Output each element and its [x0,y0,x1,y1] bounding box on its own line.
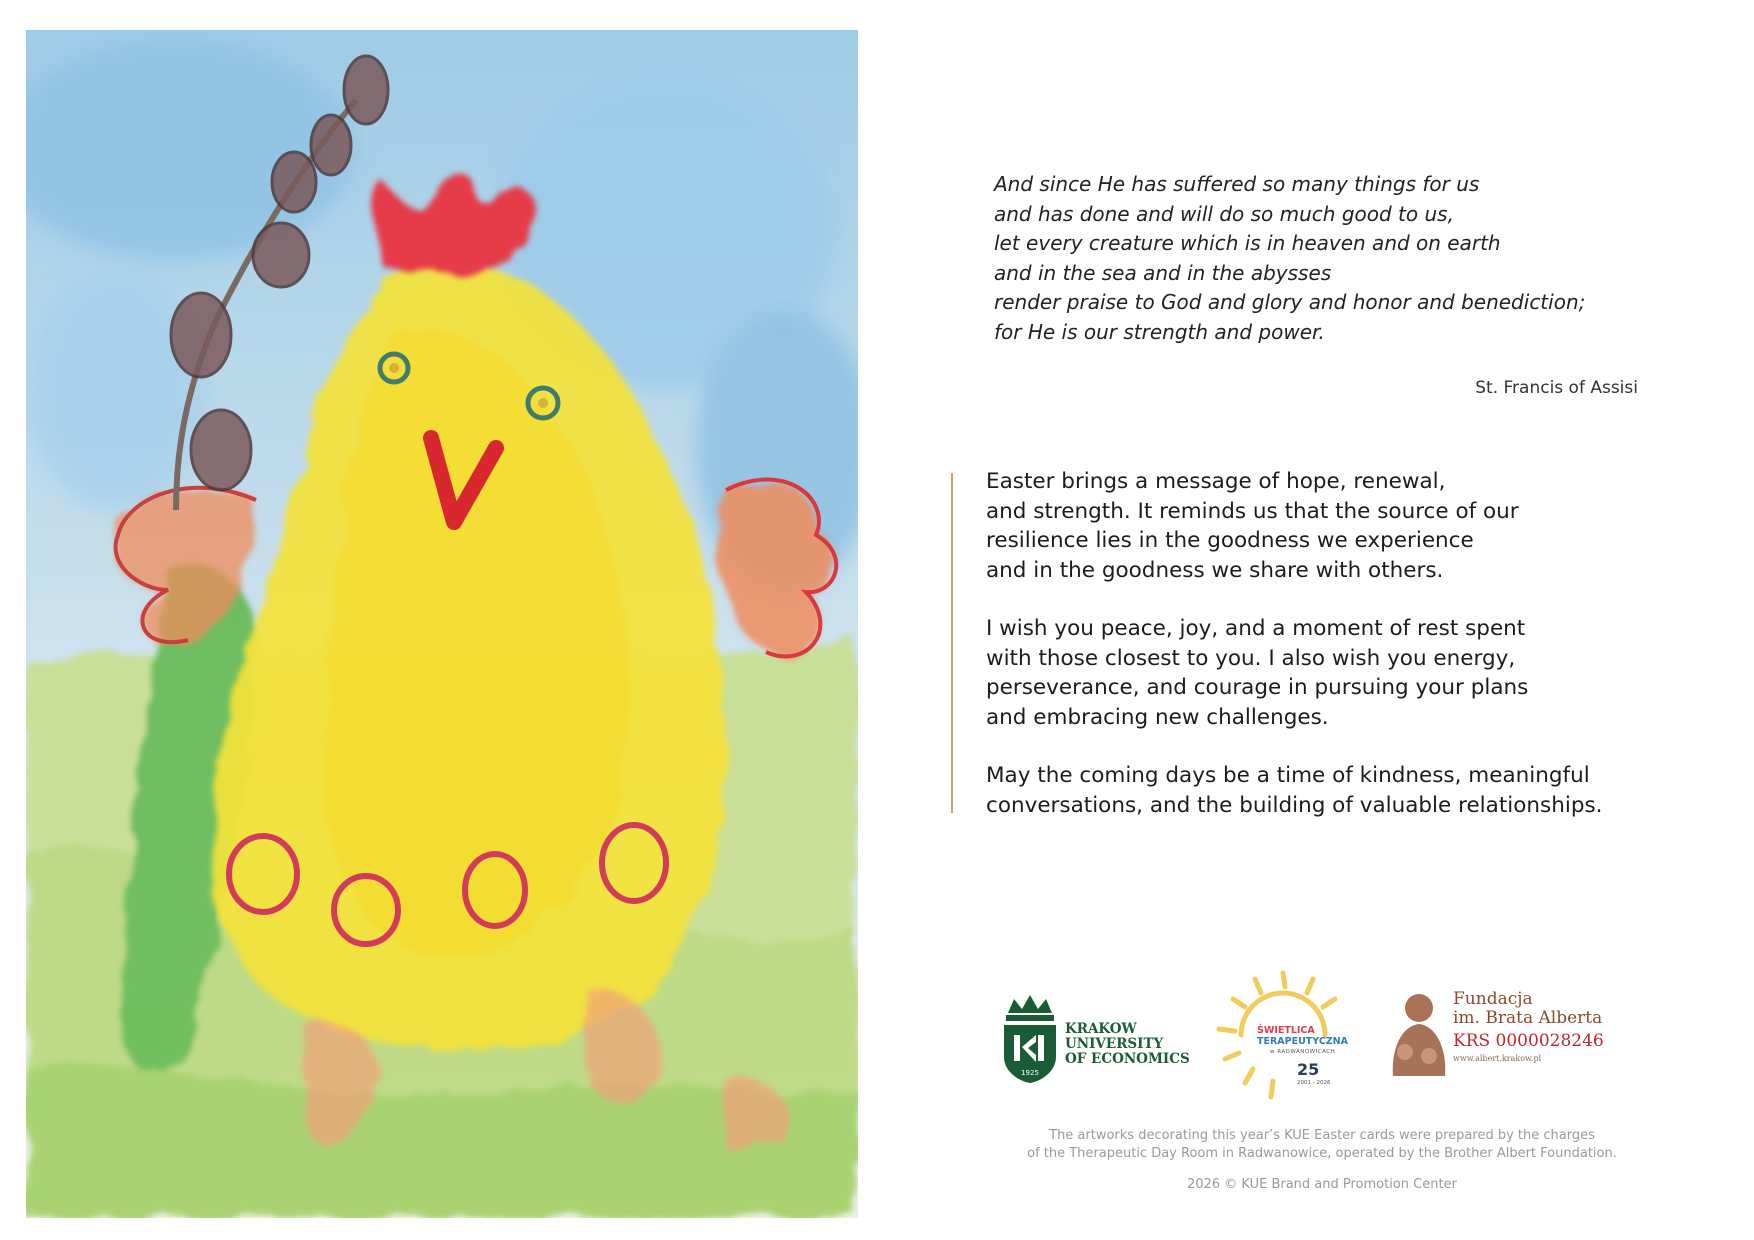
wishes-text [986,467,1686,849]
wish-line: Easter brings a message of hope, renewal, [986,469,1446,494]
kue-line: KRAKOW [1065,1021,1137,1037]
quote-line: render praise to God and glory and honor and benediction; [994,290,1586,314]
wish-paragraph [986,761,1686,820]
swietlica-sub: w RADWANOWICACH [1270,1049,1336,1055]
fundacja-line: Fundacja [1453,989,1533,1009]
wish-line: perseverance, and courage in pursuing your plans [986,675,1529,700]
quote-author: St. Francis of Assisi [1475,378,1638,398]
swietlica-line: ŚWIETLICA [1257,1025,1315,1036]
copyright: 2026 © KUE Brand and Promotion Center [1187,1177,1457,1192]
footnote-line: The artworks decorating this year’s KUE Easter cards were prepared by the charges [1049,1128,1595,1143]
kue-crest-icon [1000,995,1060,1085]
kue-logo [1000,995,1200,1085]
swietlica-wordmark [1257,1025,1348,1047]
fundacja-line: im. Brata Alberta [1453,1008,1603,1028]
kue-line: OF ECONOMICS [1065,1051,1190,1067]
wish-line: with those closest to you. I also wish you energy, [986,645,1516,671]
quote-line: let every creature which is in heaven and on earth [994,231,1501,255]
kue-year: 1925 [1021,1069,1039,1077]
wish-paragraph [986,614,1686,732]
quote-block [994,170,1654,347]
quote-line: And since He has suffered so many things for us [994,172,1480,196]
artwork-painting [26,30,858,1218]
wish-line: May the coming days be a time of kindness, meaningful [986,763,1590,788]
swietlica-logo [1205,965,1365,1105]
chick-painting-illustration [26,30,858,1218]
wish-line: and in the goodness we share with others. [986,557,1444,583]
accent-divider [951,473,953,813]
fundacja-logo [1385,990,1645,1090]
swietlica-line: TERAPEUTYCZNA [1257,1036,1348,1047]
quote-line: and has done and will do so much good to us, [994,201,1454,226]
swietlica-years: 2001 - 2026 [1297,1080,1331,1086]
brother-albert-portrait-icon [1385,990,1451,1076]
wish-line: I wish you peace, joy, and a moment of rest spent [986,616,1526,641]
fundacja-krs: KRS 0000028246 [1453,1031,1604,1051]
swietlica-anniversary: 25 [1297,1060,1320,1079]
partner-logos [990,965,1650,1105]
quote-line: and in the sea and in the abysses [994,260,1332,285]
fundacja-www: www.albert.krakow.pl [1453,1054,1542,1063]
wish-line: conversations, and the building of valuable relationships. [986,792,1603,818]
wish-paragraph [986,467,1686,585]
footnote [972,1127,1672,1163]
fundacja-wordmark [1453,990,1604,1065]
kue-line: UNIVERSITY [1065,1036,1164,1052]
wish-line: and embracing new challenges. [986,704,1329,730]
footnote-line: of the Therapeutic Day Room in Radwanowice, operated by the Brother Albert Foundation. [1027,1146,1617,1161]
wish-line: and strength. It reminds us that the source of our [986,498,1519,524]
kue-wordmark [1065,1022,1190,1067]
quote-line: for He is our strength and power. [994,319,1325,344]
wish-line: resilience lies in the goodness we experience [986,528,1474,553]
